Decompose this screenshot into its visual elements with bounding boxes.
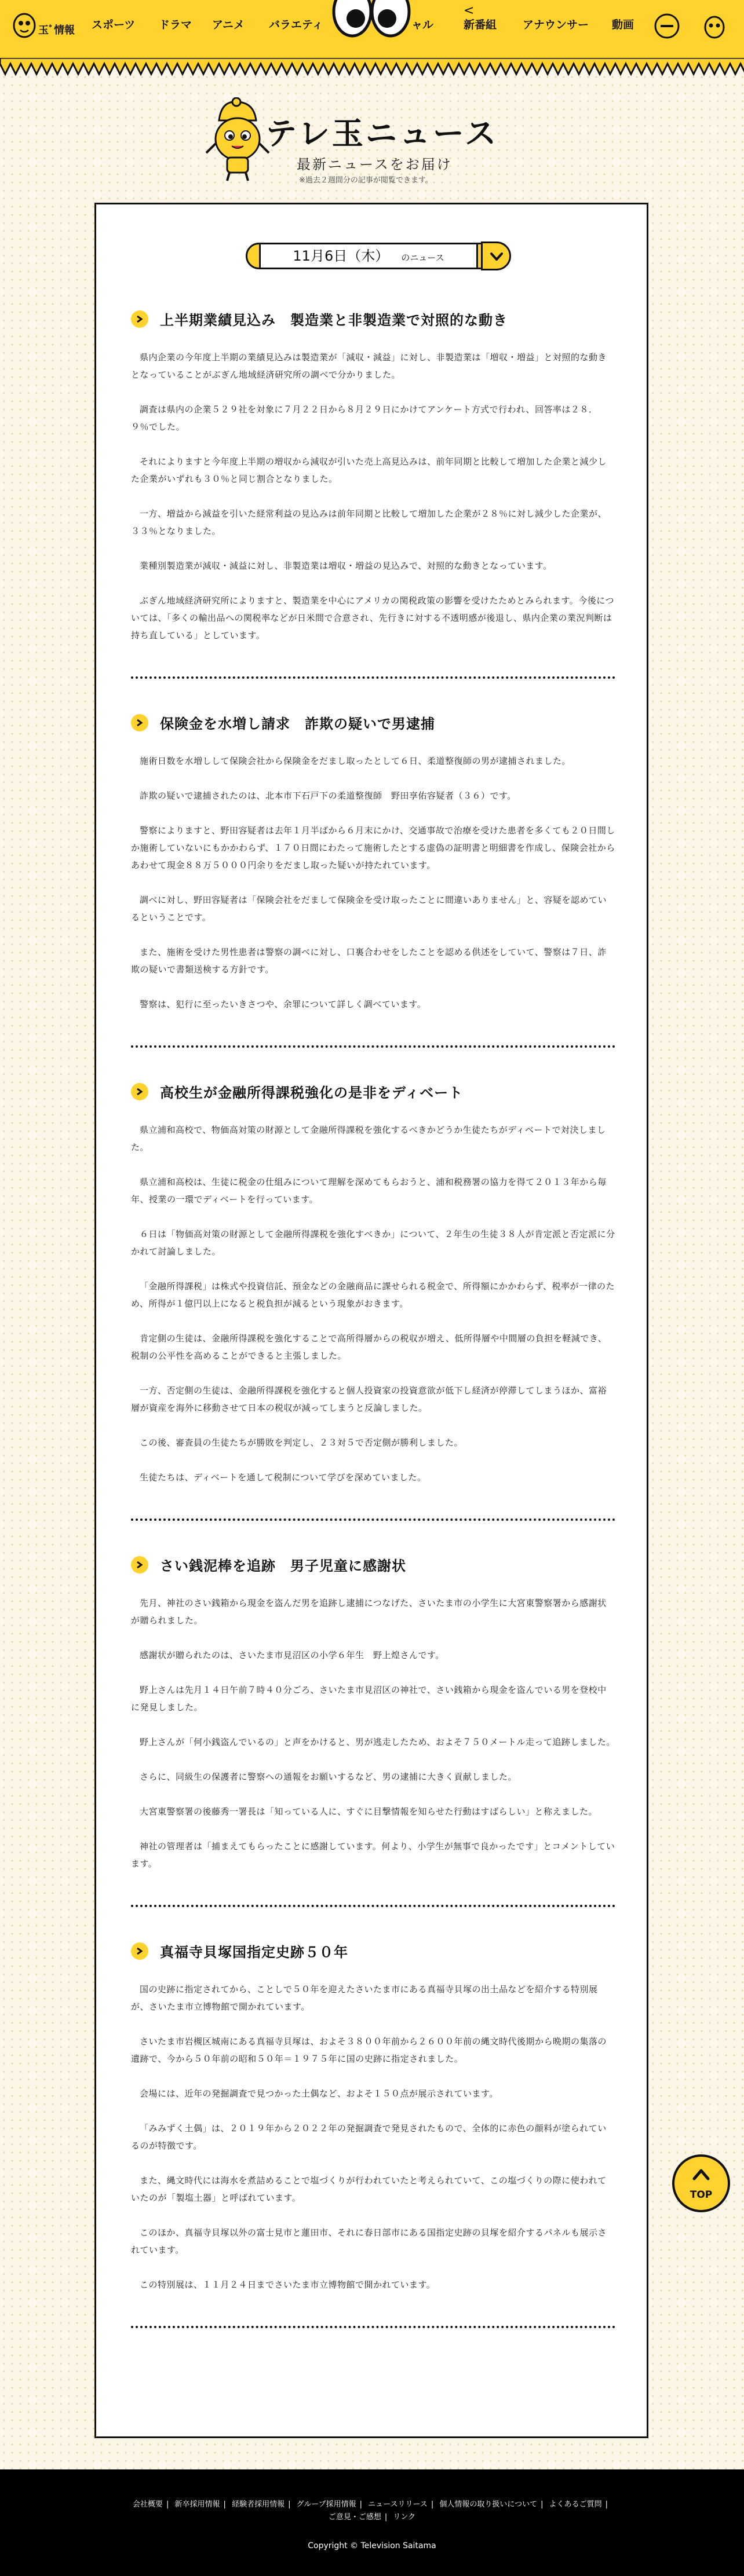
- footer-link-links[interactable]: リンク: [393, 2513, 416, 2522]
- page-title: テレ玉ニュース: [265, 115, 499, 152]
- article-paragraph: 野上さんは先月１４日午前７時４０分ごろ、さいたま市見沼区の神社で、さい銭箱から現金を盗んでいる男を登校中に発見しました。: [131, 1685, 607, 1713]
- article-paragraph: この特別展は、１１月２４日までさいたま市立博物館で開かれています。: [140, 2279, 436, 2290]
- footer-link-new-grad[interactable]: 新卒採用情報: [174, 2500, 220, 2509]
- chevron-right-icon: [131, 310, 148, 328]
- date-selector[interactable]: [238, 240, 513, 272]
- article-paragraph: 警察によりますと、野田容疑者は去年１月半ばから６月末にかけ、交通事故で治療を受けた患者を多くても２０日間しか施術していないにもかかわらず、１７０日間にわたって施術したとする虚偽の証明書と明細書を作成し、保険会社からあわせて現金８８万５０００円余りをだまし取った疑いが持たれています。: [131, 825, 615, 870]
- news-article: [131, 1554, 615, 1907]
- article-title: 保険金を水増し請求 詐欺の疑いで男逮捕: [160, 716, 435, 732]
- article-paragraph: 県内企業の今年度上半期の業績見込みは製造業が「減収・減益」に対し、非製造業は「増収・増益」と対照的な動きとなっていることがぶぎん地域経済研究所の調べで分かりました。: [131, 352, 607, 380]
- selected-date: 11月6日（木）: [293, 248, 389, 264]
- menu-circle-icon: [654, 13, 680, 39]
- article-paragraph: 国の史跡に指定されてから、ことしで５０年を迎えたさいたま市にある真福寺貝塚の出土品などを紹介する特別展が、さいたま市立博物館で開かれています。: [131, 1984, 598, 2012]
- article-paragraph: 調査は県内の企業５２９社を対象に７月２２日から８月２９日にかけてアンケート方式で行われ、回答率は２８．９％でした。: [131, 404, 598, 432]
- nav-item-announcers[interactable]: アナウンサー: [523, 19, 589, 31]
- page-subtitle: 最新ニュースをお届け: [297, 156, 453, 173]
- article-paragraph: 調べに対し、野田容疑者は「保険会社をだまして保険金を受け取ったことに間違いありません」と、容疑を認めているということです。: [131, 895, 607, 923]
- chevron-right-icon: [131, 1083, 148, 1100]
- article-paragraph: 感謝状が贈られたのは、さいたま市見沼区の小学６年生 野上煌さんです。: [140, 1650, 444, 1660]
- site-header: [0, 0, 744, 64]
- article-paragraph: 先月、神社のさい銭箱から現金を盗んだ男を追跡し逮捕につなげた、さいたま市の小学生に大宮東警察署から感謝状が贈られました。: [131, 1598, 607, 1626]
- article-body: [131, 1981, 615, 2293]
- article-body: [131, 752, 615, 1013]
- header-mascot-button[interactable]: [701, 13, 728, 39]
- article-paragraph: それによりますと今年度上半期の増収から減収が引いた売上高見込みは、前年同期と比較して増加した企業と減少した企業がいずれも３０％と同じ割合となりました。: [131, 456, 607, 484]
- copyright: Copyright © Television Saitama: [308, 2541, 436, 2551]
- footer-link-faq[interactable]: よくあるご質問: [549, 2500, 602, 2509]
- mascot-face-icon: [701, 13, 728, 39]
- article-header: [131, 309, 615, 329]
- nav-item-sports[interactable]: スポーツ: [92, 19, 136, 31]
- article-paragraph: 詐欺の疑いで逮捕されたのは、北本市下石戸下の柔道整復師 野田享佑容疑者（３６）です。: [140, 791, 516, 801]
- footer-link-feedback[interactable]: ご意見・ご感想: [328, 2513, 381, 2522]
- article-paragraph: 野上さんが「何小銭盗んでいるの」と声をかけると、男が逃走したため、およそ７５０メートル走って追跡しました。: [140, 1737, 615, 1747]
- article-body: [131, 349, 615, 644]
- archive-note: ※過去２週間分の記事が閲覧できます。: [299, 176, 433, 185]
- nav-item-anime[interactable]: アニメ: [212, 19, 245, 31]
- footer-link-company[interactable]: 会社概要: [132, 2500, 163, 2509]
- article-paragraph: ぶぎん地域経済研究所によりますと、製造業を中心にアメリカの関税政策の影響を受けたためとみられます。今後については、「多くの輸出品への関税率などが日米間で合意され、先行きに対する不透明感が後退し、県内企業の業況判断は持ち直している」としています。: [131, 595, 614, 641]
- article-paragraph: 一方、否定側の生徒は、金融所得課税を強化すると個人投資家の投資意欲が低下し経済が停滞してしまうほか、富裕層が資産を海外に移動させて日本の税収が減ってしまうと反論しました。: [131, 1385, 607, 1413]
- chevron-right-icon: [131, 1942, 148, 1960]
- chevron-up-icon: [692, 2167, 710, 2181]
- header-menu-button[interactable]: [654, 13, 680, 39]
- chevron-right-icon: [131, 714, 148, 731]
- article-paragraph: 施術日数を水増しして保険会社から保険金をだまし取ったとして６日、柔道整復師の男が逮捕されました。: [140, 756, 571, 766]
- article-body: [131, 1121, 615, 1486]
- article-list: [131, 309, 615, 2362]
- back-to-top-label: TOP: [690, 2189, 713, 2201]
- date-dropdown-button[interactable]: [481, 241, 511, 270]
- news-article: [131, 1081, 615, 1521]
- nav-item-videos[interactable]: 動画: [612, 19, 634, 31]
- nav-item-variety[interactable]: バラエティ: [269, 19, 323, 31]
- site-footer: [0, 2469, 744, 2576]
- article-title: 高校生が金融所得課税強化の是非をディベート: [160, 1085, 464, 1101]
- article-paragraph: また、縄文時代には海水を煮詰めることで塩づくりが行われていたと考えられていて、この塩づくりの際に使われていたのが「製塩土器」と呼ばれています。: [131, 2175, 607, 2203]
- article-header: [131, 1554, 615, 1575]
- footer-link-privacy[interactable]: 個人情報の取り扱いについて: [439, 2500, 538, 2509]
- news-article: [131, 712, 615, 1048]
- article-title: さい銭泥棒を追跡 男子児童に感謝状: [160, 1558, 406, 1574]
- article-paragraph: 業種別製造業が減収・減益に対し、非製造業は増収・増益の見込みで、対照的な動きとなっています。: [140, 561, 552, 571]
- nav-item-genre[interactable]: ャル: [411, 19, 434, 31]
- footer-link-career[interactable]: 経験者採用情報: [232, 2500, 285, 2509]
- footer-links: 会社概要 | 新卒採用情報 | 経験者採用情報 | グループ採用情報 | ニュースリリース | 個人情報の取り扱いについて | よくあるご質問 | ご意見・ご感想 | リンク: [132, 2500, 608, 2522]
- news-article: [131, 1941, 615, 2328]
- page-title-block: [200, 97, 548, 196]
- article-paragraph: この後、審査員の生徒たちが勝敗を判定し、２３対５で否定側が勝利しました。: [140, 1437, 464, 1448]
- date-suffix-label: のニュース: [401, 253, 444, 263]
- article-paragraph: 生徒たちは、ディベートを通して税制について学びを深めていました。: [140, 1472, 426, 1483]
- footer-link-news-release[interactable]: ニュースリリース: [368, 2500, 428, 2509]
- article-paragraph: 会場には、近年の発掘調査で見つかった土偶など、およそ１５０点が展示されています。: [140, 2088, 498, 2099]
- date-selector-display: [259, 244, 478, 268]
- article-paragraph: さいたま市岩槻区城南にある真福寺貝塚は、およそ３８００年前から２６００年前の縄文時代後期から晩期の集落の遺跡で、今から５０年前の昭和５０年＝１９７５年に国の史跡に指定されました。: [131, 2036, 607, 2064]
- article-paragraph: 一方、増益から減益を引いた経常利益の見込みは前年同期と比較して増加した企業が２８％に対し減少した企業が、３３％となりました。: [131, 508, 607, 536]
- logo-text: 玉ﾞ情報: [38, 24, 75, 36]
- mascot-eyes-icon: [328, 0, 415, 41]
- back-to-top-button[interactable]: [672, 2154, 730, 2212]
- article-paragraph: ６日は「物価高対策の財源として金融所得課税を強化すべきか」について、２年生の生徒３８人が肯定派と否定派に分かれて討論しました。: [131, 1229, 615, 1257]
- article-paragraph: さらに、同級生の保護者に警察への通報をお願いするなど、男の逮捕に大きく貢献しました。: [140, 1772, 517, 1782]
- news-article: [131, 309, 615, 679]
- article-header: [131, 712, 615, 733]
- footer-link-group-recruit[interactable]: グループ採用情報: [296, 2500, 356, 2509]
- article-paragraph: 「金融所得課税」は株式や投資信託、預金などの金融商品に課せられる税金で、所得額にかかわらず、税率が一律のため、所得が１億円以上になると税負担が減るという現象がおきます。: [131, 1281, 615, 1309]
- article-paragraph: また、施術を受けた男性患者は警察の調べに対し、口裏合わせをしたことを認める供述をしていて、警察は７日、詐欺の疑いで書類送検する方針です。: [131, 947, 607, 975]
- date-selector-body: [246, 243, 488, 269]
- header-zigzag-border: [0, 58, 744, 83]
- chevron-down-icon: [490, 251, 504, 262]
- article-header: [131, 1941, 615, 1961]
- article-header: [131, 1081, 615, 1102]
- article-paragraph: 「みみずく土偶」は、２０１９年から２０２２年の発掘調査で発見されたもので、全体的に赤色の顔料が塗られているのが特徴です。: [131, 2123, 607, 2151]
- article-title: 上半期業績見込み 製造業と非製造業で対照的な動き: [160, 312, 508, 328]
- article-paragraph: 肯定側の生徒は、金融所得課税を強化することで高所得層からの税収が増え、低所得層や中間層の負担を軽減でき、税制の公平性を高めることができると主張しました。: [131, 1333, 607, 1361]
- news-panel: [94, 203, 648, 2438]
- article-body: [131, 1594, 615, 1872]
- nav-scroll-arrow[interactable]: <: [464, 3, 475, 18]
- article-paragraph: このほか、真福寺貝塚以外の富士見市と蓮田市、それに春日部市にある国指定史跡の貝塚を紹介するパネルも展示されています。: [131, 2227, 607, 2255]
- nav-item-drama[interactable]: ドラマ: [159, 19, 192, 31]
- article-paragraph: 県立浦和高校で、物価高対策の財源として金融所得課税を強化するべきかどうか生徒たちがディベートで対決しました。: [131, 1125, 606, 1152]
- chevron-right-icon: [131, 1556, 148, 1574]
- article-paragraph: 大宮東警察署の後藤秀一署長は「知っている人に、すぐに目撃情報を知らせた行動はすばらしい」と称えました。: [140, 1806, 598, 1817]
- article-paragraph: 神社の管理者は「捕まえてもらったことに感謝しています。何より、小学生が無事で良かったです」とコメントしています。: [131, 1841, 615, 1869]
- article-title: 真福寺貝塚国指定史跡５０年: [160, 1944, 348, 1960]
- article-paragraph: 県立浦和高校は、生徒に税金の仕組みについて理解を深めてもらおうと、浦和税務署の協力を得て２０１３年から毎年、授業の一環でディベートを行っています。: [131, 1177, 607, 1205]
- nav-item-new-programs[interactable]: 新番組: [464, 19, 497, 31]
- tedama-mascot-icon: [200, 97, 276, 184]
- article-paragraph: 警察は、犯行に至ったいきさつや、余罪について詳しく調べています。: [140, 999, 426, 1009]
